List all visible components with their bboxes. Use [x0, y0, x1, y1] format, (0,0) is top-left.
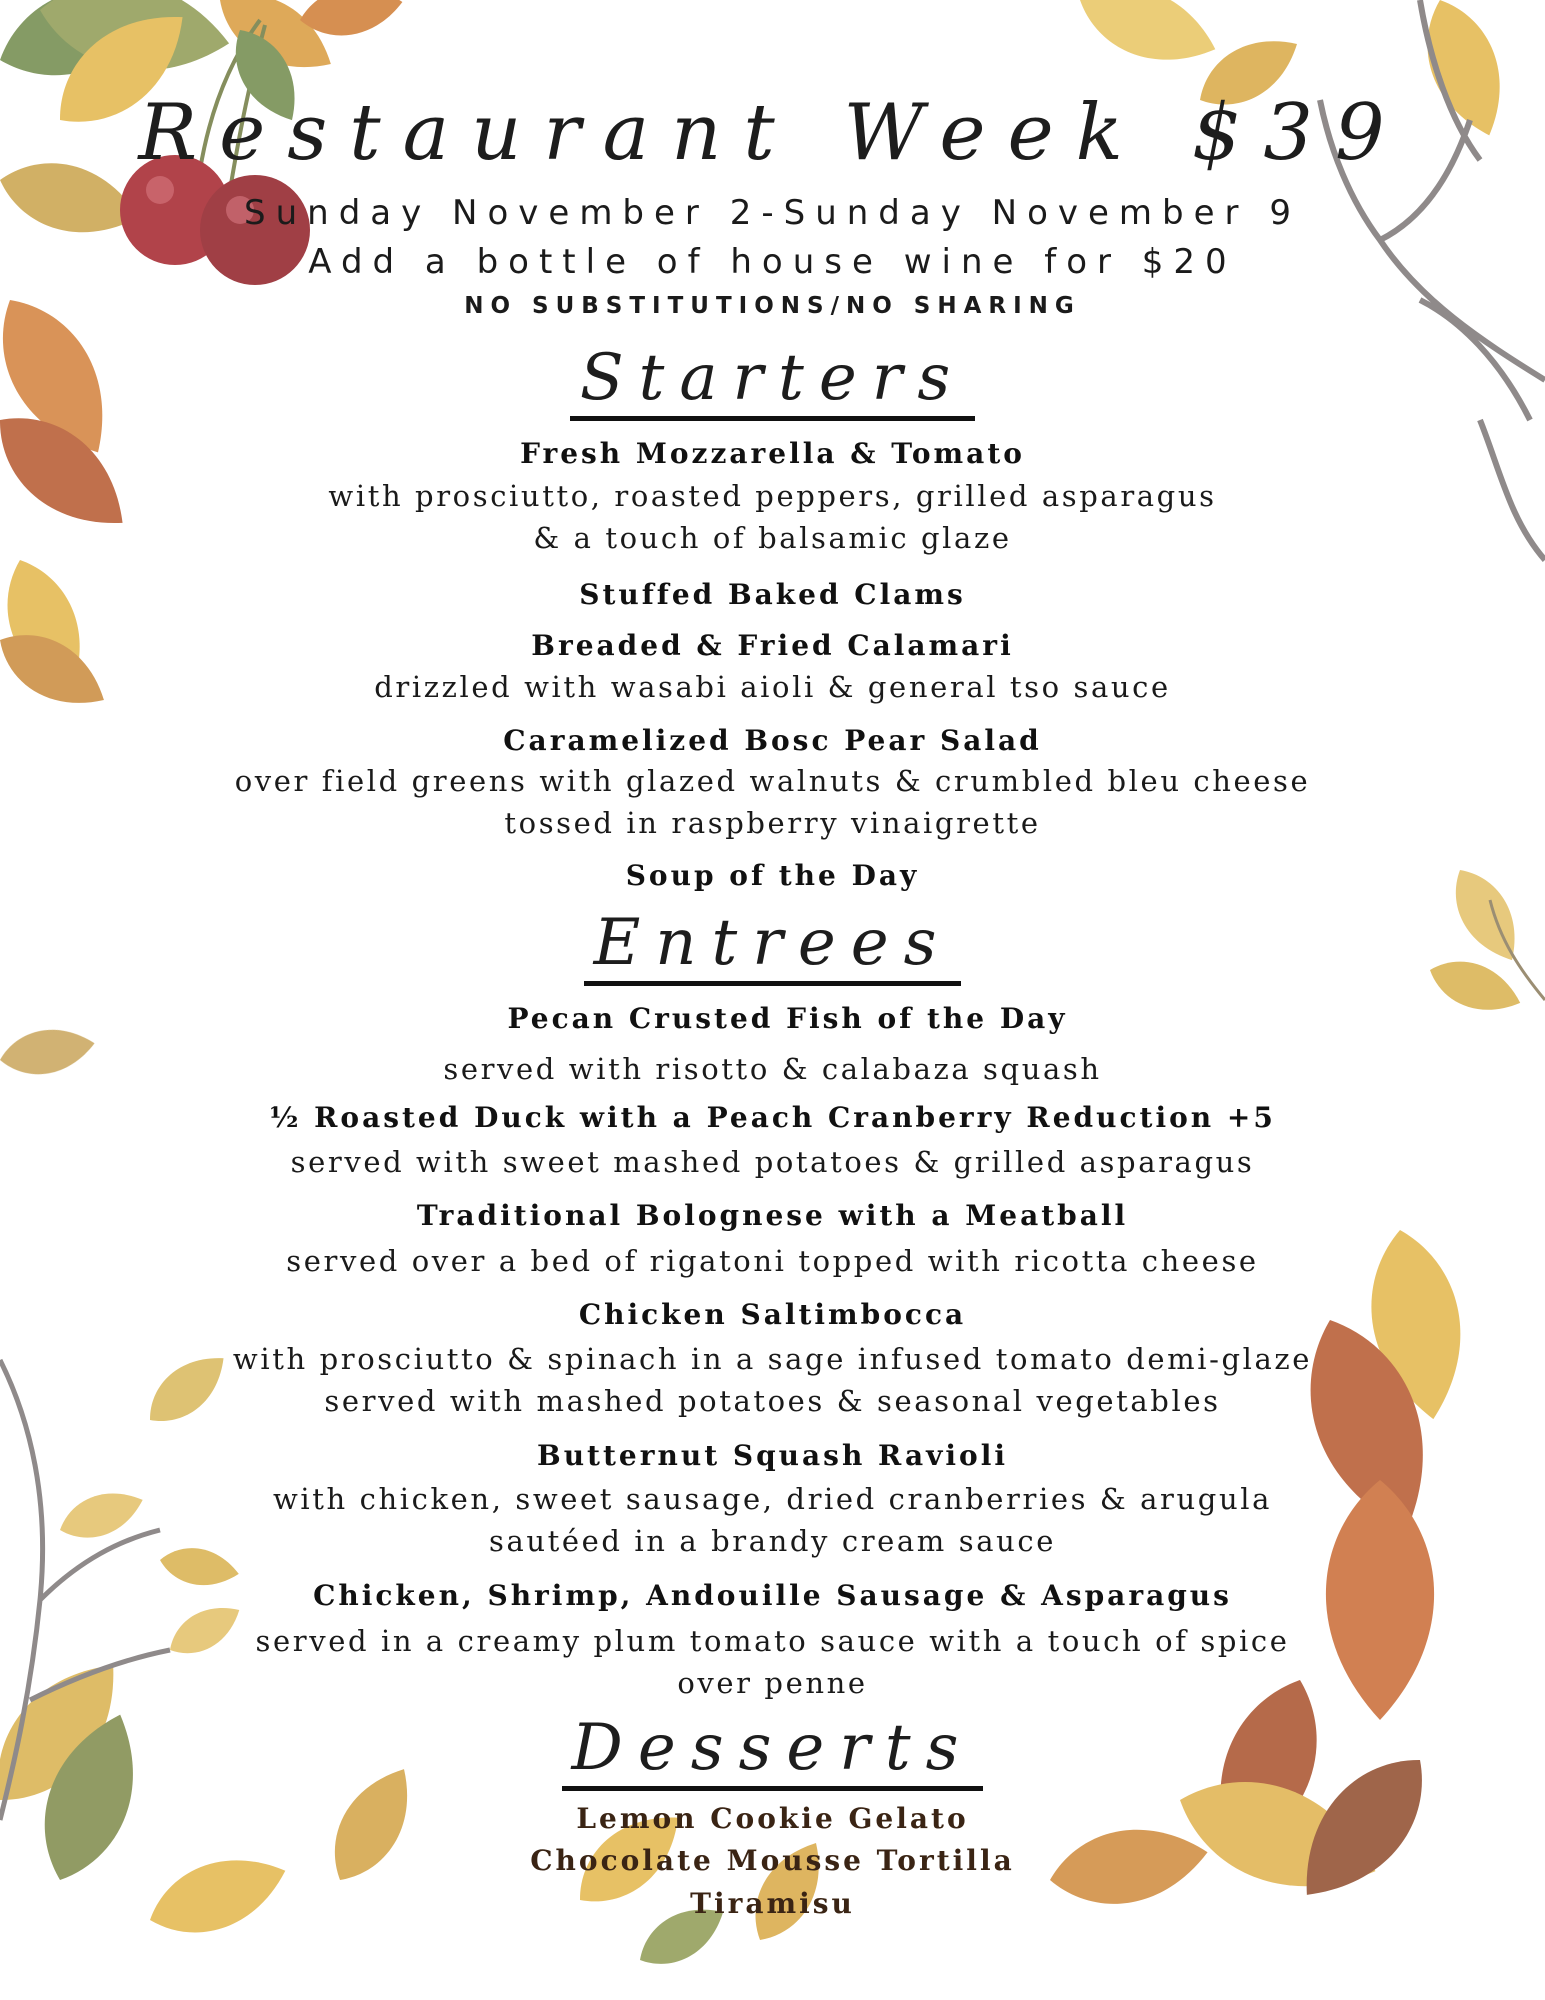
menu-item-desc: served with mashed potatoes & seasonal vegetables	[324, 1384, 1221, 1418]
menu-item-desc: served with sweet mashed potatoes & grilled asparagus	[290, 1145, 1255, 1179]
menu-item-desc: tossed in raspberry vinaigrette	[504, 806, 1041, 840]
menu-item-desc: & a touch of balsamic glaze	[533, 521, 1012, 555]
menu-item-name: Soup of the Day	[625, 859, 920, 892]
menu-item-name: Pecan Crusted Fish of the Day	[507, 1002, 1068, 1035]
menu-item-desc: over penne	[677, 1666, 868, 1700]
menu-item-name: Fresh Mozzarella & Tomato	[520, 437, 1025, 470]
dessert-item: Tiramisu	[690, 1887, 855, 1920]
promo-dates: Sunday November 2-Sunday November 9	[244, 193, 1301, 233]
menu-item-desc: served over a bed of rigatoni topped with ricotta cheese	[286, 1244, 1259, 1278]
menu-item-name: Stuffed Baked Clams	[579, 578, 966, 611]
menu-item-desc: drizzled with wasabi aioli & general tso sauce	[374, 670, 1171, 704]
menu-item-name: Chicken, Shrimp, Andouille Sausage & Asparagus	[313, 1579, 1232, 1612]
menu-item-desc: sautéed in a brandy cream sauce	[489, 1524, 1056, 1558]
entrees-heading: Entrees	[0, 910, 1545, 986]
menu-item-desc: over field greens with glazed walnuts & crumbled bleu cheese	[234, 764, 1311, 798]
menu-title: Restaurant Week $39	[138, 88, 1407, 178]
menu-item-desc: served in a creamy plum tomato sauce with a touch of spice	[255, 1624, 1290, 1658]
menu-item-name: Butternut Squash Ravioli	[537, 1439, 1008, 1472]
menu-item-desc: with prosciutto, roasted peppers, grilled asparagus	[328, 479, 1217, 513]
dessert-item: Chocolate Mousse Tortilla	[530, 1844, 1015, 1877]
policy-note: NO SUBSTITUTIONS/NO SHARING	[464, 293, 1081, 319]
menu-item-name: Breaded & Fried Calamari	[531, 629, 1014, 662]
menu-item-name: Chicken Saltimbocca	[578, 1298, 967, 1331]
menu-item-desc: served with risotto & calabaza squash	[443, 1052, 1102, 1086]
starters-heading: Starters	[0, 345, 1545, 421]
dessert-item: Lemon Cookie Gelato	[576, 1802, 969, 1835]
menu-item-name: Traditional Bolognese with a Meatball	[416, 1199, 1129, 1232]
wine-offer: Add a bottle of house wine for $20	[308, 242, 1237, 282]
menu-item-desc: with chicken, sweet sausage, dried cranberries & arugula	[273, 1482, 1272, 1516]
menu-item-name: ½ Roasted Duck with a Peach Cranberry Reduction +5	[269, 1101, 1276, 1134]
menu-item-desc: with prosciutto & spinach in a sage infused tomato demi-glaze	[232, 1342, 1313, 1376]
desserts-heading: Desserts	[0, 1715, 1545, 1791]
menu-item-name: Caramelized Bosc Pear Salad	[503, 724, 1042, 757]
